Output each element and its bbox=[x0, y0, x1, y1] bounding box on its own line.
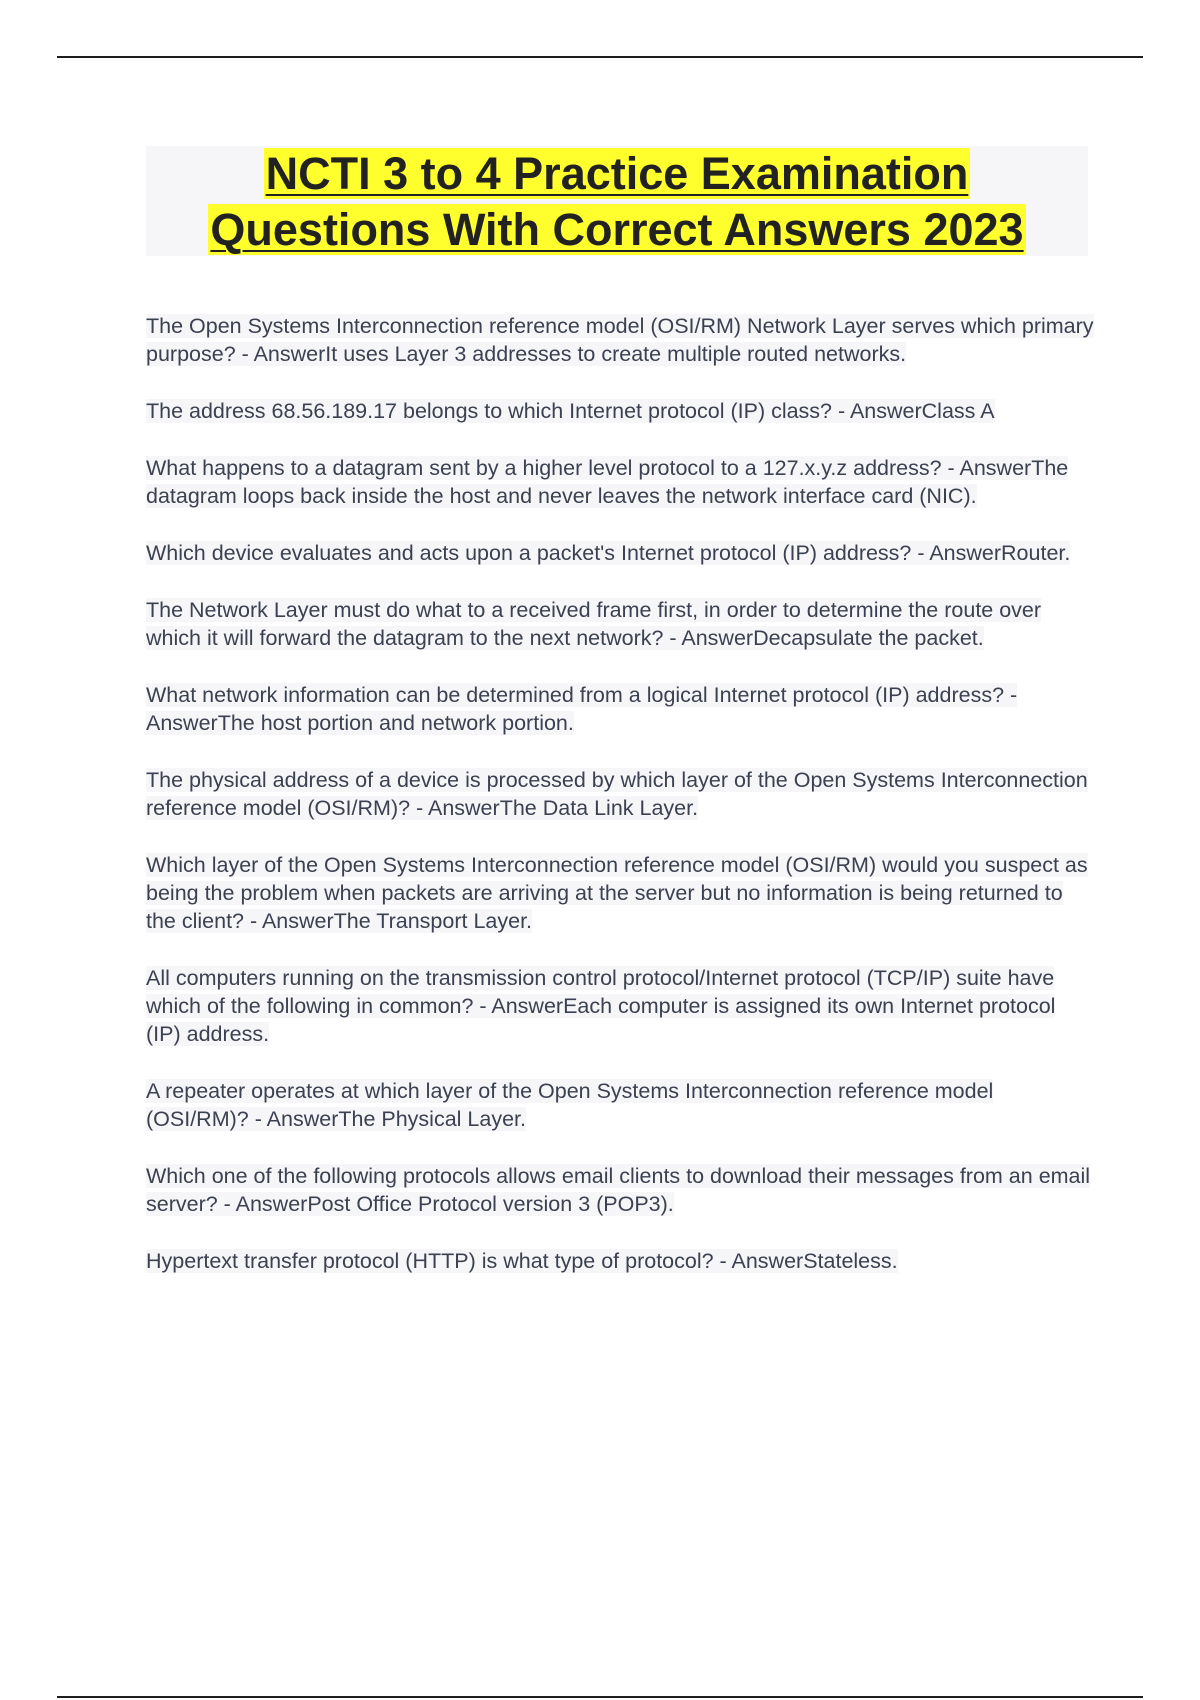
answer-separator: - bbox=[663, 626, 682, 650]
qa-item bbox=[146, 1247, 1096, 1275]
answer-prefix: Answer bbox=[427, 796, 500, 820]
answer-separator: - bbox=[832, 399, 850, 423]
answer: It uses Layer 3 addresses to create multiple routed networks. bbox=[325, 342, 907, 366]
answer-separator: - bbox=[248, 1107, 267, 1131]
qa-item bbox=[146, 681, 1096, 737]
question: The Open Systems Interconnection reference model (OSI/RM) Network Layer serves which primary purpose? bbox=[146, 314, 1094, 366]
answer-prefix: Answer bbox=[681, 626, 754, 650]
answer: The datagram loops back inside the host and never leaves the network interface card (NIC). bbox=[146, 456, 1069, 508]
qa-item bbox=[146, 851, 1096, 935]
question: Which one of the following protocols allows email clients to download their messages from an email server? bbox=[146, 1164, 1091, 1216]
top-rule bbox=[57, 56, 1143, 58]
answer-separator: - bbox=[410, 796, 428, 820]
answer-prefix: Answer bbox=[261, 909, 334, 933]
answer: Post Office Protocol version 3 (POP3). bbox=[307, 1192, 674, 1216]
qa-item bbox=[146, 1162, 1096, 1218]
qa-item bbox=[146, 397, 1096, 425]
question: Which layer of the Open Systems Interconnection reference model (OSI/RM) would you suspect as being the problem when packets are arriving at the server but no information is being returned to the client? bbox=[146, 853, 1088, 933]
title-line-1: NCTI 3 to 4 Practice Examination bbox=[265, 148, 969, 199]
answer: Each computer is assigned its own Internet protocol (IP) address. bbox=[146, 994, 1056, 1046]
qa-item bbox=[146, 539, 1096, 567]
answer-separator: - bbox=[1004, 683, 1018, 707]
answer: The Physical Layer. bbox=[338, 1107, 526, 1131]
answer-prefix: Answer bbox=[491, 994, 564, 1018]
answer-separator: - bbox=[473, 994, 492, 1018]
answer-separator: - bbox=[941, 456, 960, 480]
answer-prefix: Answer bbox=[959, 456, 1032, 480]
qa-item bbox=[146, 964, 1096, 1048]
qa-list bbox=[146, 312, 1096, 1304]
answer-separator: - bbox=[713, 1249, 732, 1273]
qa-item bbox=[146, 766, 1096, 822]
answer-separator: - bbox=[911, 541, 930, 565]
qa-item bbox=[146, 312, 1096, 368]
answer: Class A bbox=[921, 399, 995, 423]
question: What network information can be determined from a logical Internet protocol (IP) address? bbox=[146, 683, 1005, 707]
answer-prefix: Answer bbox=[146, 711, 218, 735]
document-title bbox=[146, 146, 1088, 256]
answer: The Transport Layer. bbox=[333, 909, 533, 933]
qa-item bbox=[146, 454, 1096, 510]
answer-prefix: Answer bbox=[253, 342, 326, 366]
answer-prefix: Answer bbox=[731, 1249, 804, 1273]
question: A repeater operates at which layer of the Open Systems Interconnection reference model (OSI/RM)? bbox=[146, 1079, 994, 1131]
question: What happens to a datagram sent by a higher level protocol to a 127.x.y.z address? bbox=[146, 456, 942, 480]
answer-prefix: Answer bbox=[266, 1107, 339, 1131]
title-line-2: Questions With Correct Answers 2023 bbox=[210, 204, 1024, 255]
question: Hypertext transfer protocol (HTTP) is what type of protocol? bbox=[146, 1249, 714, 1273]
question: The Network Layer must do what to a received frame first, in order to determine the route over which it will forward the datagram to the next network? bbox=[146, 598, 1042, 650]
question: Which device evaluates and acts upon a packet's Internet protocol (IP) address? bbox=[146, 541, 912, 565]
answer-prefix: Answer bbox=[929, 541, 1002, 565]
question: All computers running on the transmission control protocol/Internet protocol (TCP/IP) suite have which of the following in common? bbox=[146, 966, 1055, 1018]
answer: The Data Link Layer. bbox=[499, 796, 699, 820]
answer-prefix: Answer bbox=[849, 399, 922, 423]
answer: The host portion and network portion. bbox=[217, 711, 574, 735]
answer: Decapsulate the packet. bbox=[753, 626, 984, 650]
answer-separator: - bbox=[235, 342, 254, 366]
answer: Stateless. bbox=[803, 1249, 898, 1273]
qa-item bbox=[146, 1077, 1096, 1133]
answer-separator: - bbox=[244, 909, 262, 933]
answer-separator: - bbox=[217, 1192, 236, 1216]
question: The address 68.56.189.17 belongs to which Internet protocol (IP) class? bbox=[146, 399, 833, 423]
answer: Router. bbox=[1001, 541, 1071, 565]
qa-item bbox=[146, 596, 1096, 652]
bottom-rule bbox=[57, 1696, 1143, 1698]
question: The physical address of a device is processed by which layer of the Open Systems Interconnection reference model (OSI/RM)? bbox=[146, 768, 1088, 820]
answer-prefix: Answer bbox=[235, 1192, 308, 1216]
